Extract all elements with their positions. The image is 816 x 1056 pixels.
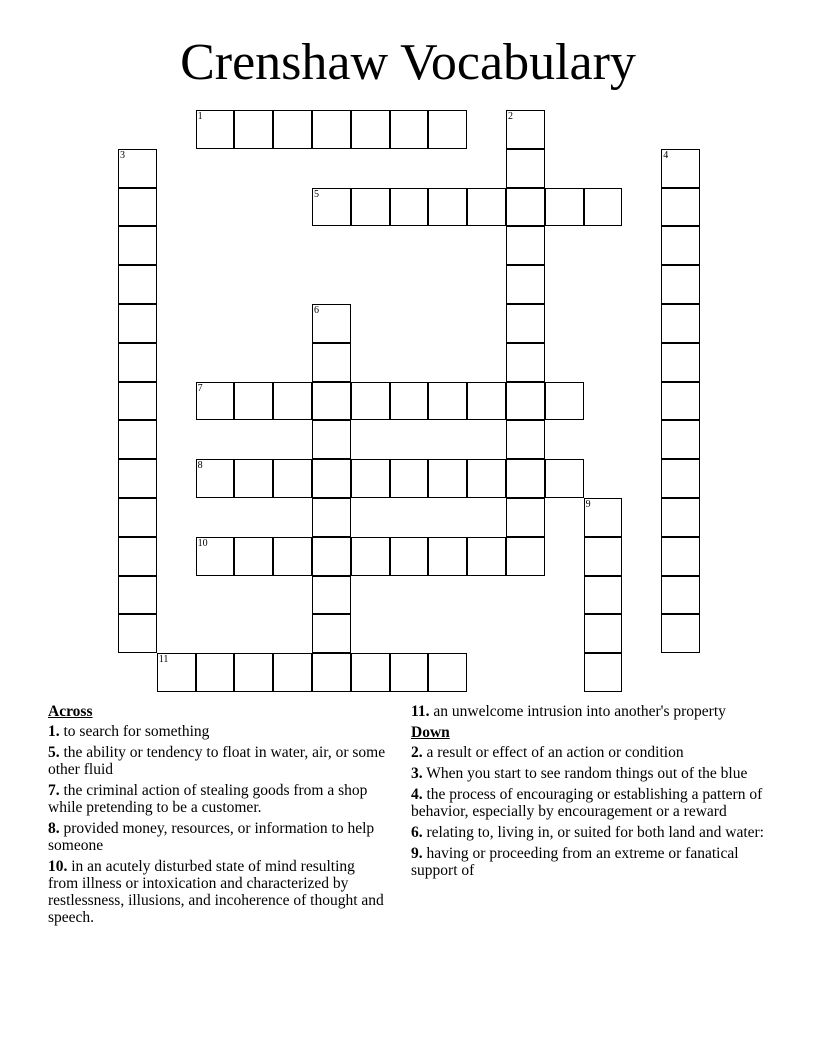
grid-cell[interactable] [506, 110, 545, 149]
grid-cell[interactable] [506, 188, 545, 227]
grid-cell[interactable] [584, 188, 623, 227]
grid-cell[interactable] [390, 459, 429, 498]
cell-number: 6 [314, 305, 319, 316]
clue-across-5 [48, 744, 388, 778]
grid-cell[interactable] [506, 459, 545, 498]
clue-text: provided money, resources, or information to help someone [48, 820, 375, 854]
grid-cell[interactable] [661, 498, 700, 537]
grid-cell[interactable] [118, 614, 157, 653]
grid-cell[interactable] [351, 653, 390, 692]
grid-cell[interactable] [234, 653, 273, 692]
cell-number: 10 [197, 537, 208, 549]
grid-cell[interactable] [234, 537, 273, 576]
grid-cell[interactable] [118, 459, 157, 498]
clue-text: the criminal action of stealing goods from a shop while pretending to be a customer. [48, 782, 368, 816]
grid-cell[interactable] [234, 459, 273, 498]
grid-cell[interactable] [196, 653, 235, 692]
grid-cell[interactable] [312, 537, 351, 576]
clue-down-6 [411, 824, 771, 841]
clue-text: having or proceeding from an extreme or fanatical support of [411, 845, 739, 879]
grid-cell[interactable] [118, 420, 157, 459]
clue-down-3 [411, 765, 771, 782]
grid-cell[interactable] [118, 498, 157, 537]
clue-number: 3. [411, 765, 423, 782]
grid-cell[interactable] [661, 188, 700, 227]
grid-cell[interactable] [661, 459, 700, 498]
grid-cell[interactable] [545, 459, 584, 498]
grid-cell[interactable] [118, 343, 157, 382]
clue-number: 2. [411, 744, 423, 761]
grid-cell[interactable] [390, 188, 429, 227]
grid-cell[interactable] [196, 459, 235, 498]
clue-number: 8. [48, 820, 60, 837]
grid-cell[interactable] [661, 537, 700, 576]
grid-cell[interactable] [506, 149, 545, 188]
cell-number: 8 [197, 460, 203, 472]
grid-cell[interactable] [351, 382, 390, 421]
grid-cell[interactable] [428, 382, 467, 421]
clue-text: the process of encouraging or establishing a pattern of behavior, especially by encouragement or a reward [411, 786, 763, 820]
grid-cell[interactable] [273, 653, 312, 692]
grid-cell[interactable] [584, 614, 623, 653]
clue-across-11 [411, 703, 771, 720]
grid-cell[interactable] [312, 653, 351, 692]
clue-text: relating to, living in, or suited for both land and water: [426, 824, 764, 841]
grid-cell[interactable] [467, 382, 506, 421]
clue-number: 4. [411, 786, 423, 803]
grid-cell[interactable] [312, 343, 351, 382]
grid-cell[interactable] [506, 304, 545, 343]
clue-text: the ability or tendency to float in water, air, or some other fluid [48, 744, 386, 778]
grid-cell[interactable] [118, 265, 157, 304]
grid-cell[interactable] [506, 420, 545, 459]
cell-number: 1 [197, 111, 203, 122]
down-heading: Down [411, 724, 450, 741]
cell-number: 11 [158, 654, 169, 666]
grid-cell[interactable] [506, 498, 545, 537]
clue-text: a result or effect of an action or condition [426, 744, 684, 761]
grid-cell[interactable] [467, 537, 506, 576]
grid-cell[interactable] [506, 343, 545, 382]
grid-cell[interactable] [312, 459, 351, 498]
grid-cell[interactable] [661, 226, 700, 265]
grid-cell[interactable] [390, 110, 429, 149]
grid-cell[interactable] [273, 382, 312, 421]
grid-cell[interactable] [584, 537, 623, 576]
grid-cell[interactable] [312, 498, 351, 537]
grid-cell[interactable] [312, 420, 351, 459]
grid-cell[interactable] [312, 188, 351, 227]
grid-cell[interactable] [390, 382, 429, 421]
grid-cell[interactable] [118, 304, 157, 343]
clue-text: an unwelcome intrusion into another's property [433, 703, 726, 720]
clue-down-4 [411, 786, 771, 820]
grid-cell[interactable] [428, 537, 467, 576]
grid-cell[interactable] [661, 420, 700, 459]
grid-cell[interactable] [351, 537, 390, 576]
grid-cell[interactable] [661, 382, 700, 421]
grid-cell[interactable] [118, 149, 157, 188]
cell-number: 2 [508, 111, 513, 122]
grid-cell[interactable] [467, 459, 506, 498]
grid-cell[interactable] [351, 110, 390, 149]
grid-cell[interactable] [273, 459, 312, 498]
grid-cell[interactable] [467, 188, 506, 227]
grid-cell[interactable] [234, 110, 273, 149]
cell-number: 5 [314, 188, 319, 200]
cell-number: 3 [120, 149, 125, 161]
grid-cell[interactable] [390, 653, 429, 692]
grid-cell[interactable] [584, 498, 623, 537]
clue-number: 11. [411, 703, 430, 720]
grid-cell[interactable] [351, 188, 390, 227]
clue-number: 7. [48, 782, 60, 799]
cell-number: 4 [663, 149, 669, 161]
grid-cell[interactable] [428, 188, 467, 227]
grid-cell[interactable] [234, 382, 273, 421]
clue-across-10 [48, 858, 388, 926]
grid-cell[interactable] [506, 537, 545, 576]
grid-cell[interactable] [157, 653, 196, 692]
clue-number: 1. [48, 723, 60, 740]
grid-cell[interactable] [118, 576, 157, 615]
grid-cell[interactable] [196, 110, 235, 149]
grid-cell[interactable] [545, 382, 584, 421]
grid-cell[interactable] [273, 537, 312, 576]
grid-cell[interactable] [506, 226, 545, 265]
clues-right-column [411, 703, 771, 883]
grid-cell[interactable] [196, 537, 235, 576]
clue-text: to search for something [63, 723, 210, 740]
grid-cell[interactable] [661, 614, 700, 653]
grid-cell[interactable] [584, 576, 623, 615]
grid-cell[interactable] [390, 537, 429, 576]
grid-cell[interactable] [661, 343, 700, 382]
grid-cell[interactable] [312, 614, 351, 653]
grid-cell[interactable] [118, 382, 157, 421]
grid-cell[interactable] [506, 265, 545, 304]
cell-number: 9 [585, 499, 591, 510]
grid-cell[interactable] [428, 459, 467, 498]
grid-cell[interactable] [312, 304, 351, 343]
grid-cell[interactable] [545, 188, 584, 227]
grid-cell[interactable] [118, 537, 157, 576]
clue-number: 9. [411, 845, 423, 862]
across-heading: Across [48, 703, 93, 720]
grid-cell[interactable] [351, 459, 390, 498]
grid-cell[interactable] [661, 576, 700, 615]
grid-cell[interactable] [661, 304, 700, 343]
grid-cell[interactable] [312, 110, 351, 149]
grid-cell[interactable] [118, 226, 157, 265]
grid-cell[interactable] [196, 382, 235, 421]
clue-number: 10. [48, 858, 68, 875]
grid-cell[interactable] [312, 576, 351, 615]
grid-cell[interactable] [506, 382, 545, 421]
grid-cell[interactable] [661, 265, 700, 304]
clues-left-column [48, 703, 388, 930]
clue-down-2 [411, 744, 771, 761]
grid-cell[interactable] [428, 110, 467, 149]
clue-text: When you start to see random things out of the blue [426, 765, 748, 782]
clue-number: 5. [48, 744, 60, 761]
clue-down-9 [411, 845, 771, 879]
clue-across-7 [48, 782, 388, 816]
clue-across-1 [48, 723, 388, 740]
clue-number: 6. [411, 824, 423, 841]
grid-cell[interactable] [584, 653, 623, 692]
clue-across-8 [48, 820, 388, 854]
cell-number: 7 [197, 382, 203, 394]
grid-cell[interactable] [312, 382, 351, 421]
grid-cell[interactable] [118, 188, 157, 227]
grid-cell[interactable] [661, 149, 700, 188]
grid-cell[interactable] [428, 653, 467, 692]
grid-cell[interactable] [273, 110, 312, 149]
clue-text: in an acutely disturbed state of mind resulting from illness or intoxication and characterized by restlessness, illusions, and incoherence of thought and speech. [48, 858, 384, 926]
puzzle-title: Crenshaw Vocabulary [180, 34, 636, 91]
